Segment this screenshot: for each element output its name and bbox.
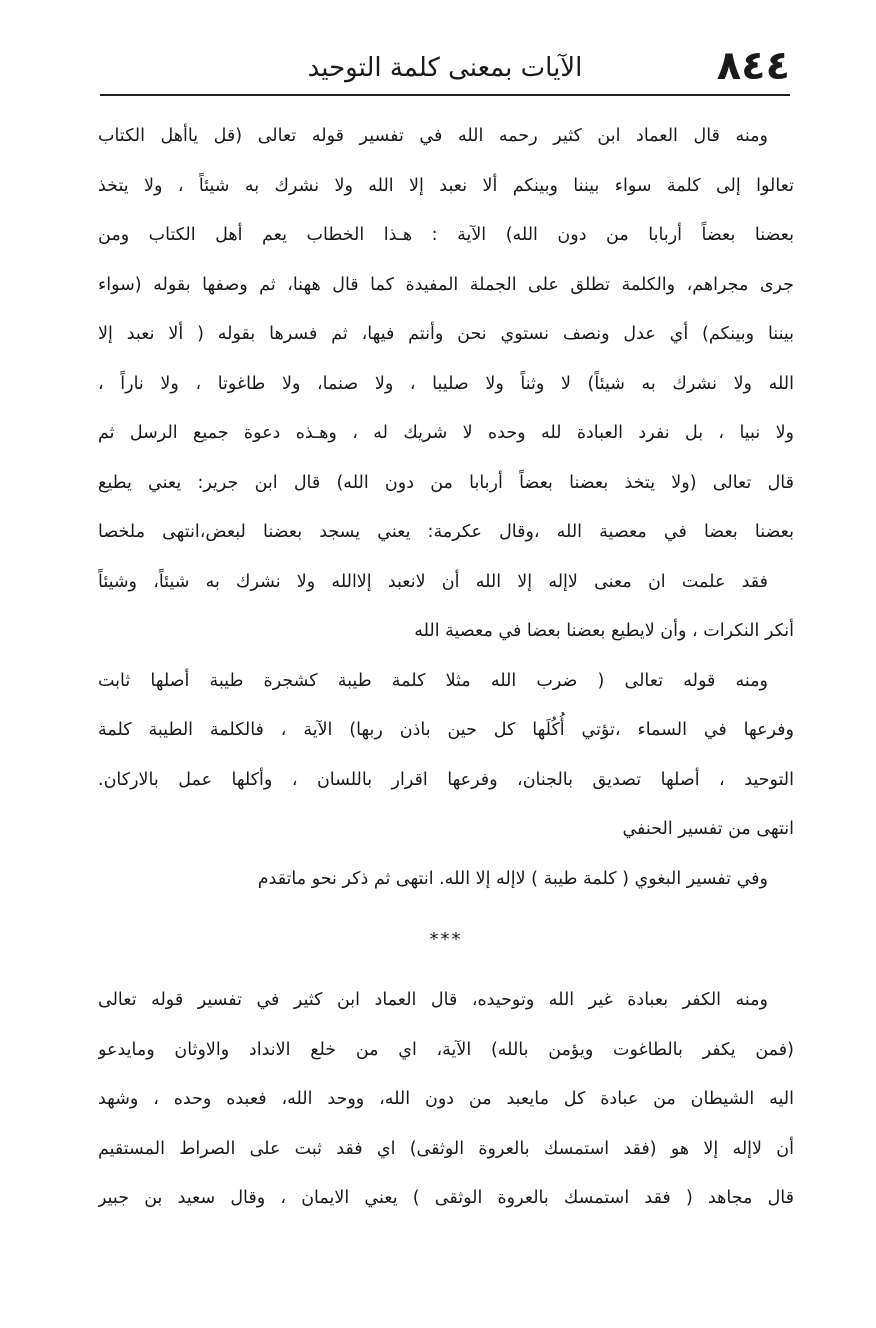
page-header [100, 38, 790, 94]
body-text [98, 112, 794, 1224]
text-line: (فمن يكفر بالطاغوت ويؤمن بالله) الآية، اي من خلع الانداد والاوثان ومايدعو [98, 1039, 794, 1060]
section-separator: *** [429, 929, 463, 950]
text-line: وفرعها في السماء ،تؤتي أُكُلَها كل حين باذن ربها) الآية ، فالكلمة الطيبة كلمة [98, 720, 794, 740]
paragraph-good-word [98, 657, 794, 855]
text-line: جرى مجراهم، والكلمة تطلق على الجملة المفيدة كما قال ههنا، ثم وصفها بقوله (سواء [98, 274, 794, 295]
text-line: قال تعالى (ولا يتخذ بعضنا بعضاً أربابا من دون الله) قال ابن جرير: يعني يطيع [98, 472, 794, 493]
paragraph-baghawi [98, 855, 794, 905]
text-line: التوحيد ، أصلها تصديق بالجنان، وفرعها اقرار باللسان ، وأكلها عمل بالاركان. [98, 769, 794, 790]
text-line: ومنه قوله تعالى ( ضرب الله مثلا كلمة طيبة كشجرة طيبة أصلها ثابت [98, 670, 768, 691]
text-line: ومنه قال العماد ابن كثير رحمه الله في تفسير قوله تعالى (قل ياأهل الكتاب [98, 126, 768, 146]
text-line: قال مجاهد ( فقد استمسك بالعروة الوثقى ) يعني الايمان ، وقال سعيد بن جبير [98, 1188, 794, 1208]
paragraph-meaning [98, 558, 794, 657]
text-line: انتهى من تفسير الحنفي [622, 819, 794, 839]
paragraph-ibn-kathir [98, 112, 794, 558]
text-line: أنكر النكرات ، وأن لايطيع بعضنا بعضا في معصية الله [414, 621, 794, 641]
text-line: أن لاإله إلا هو (فقد استمسك بالعروة الوثقى) اي فقد ثبت على الصراط المستقيم [98, 1138, 794, 1159]
text-line: بيننا وبينكم) أي عدل ونصف نستوي نحن وأنتم فيها، ثم فسرها بقوله ( ألا نعبد إلا [98, 324, 794, 344]
text-line: ولا نبيا ، بل نفرد العبادة لله وحده لا شريك له ، وهـذه دعوة جميع الرسل ثم [98, 423, 794, 443]
text-line: تعالوا إلى كلمة سواء بيننا وبينكم ألا نعبد إلا الله ولا نشرك به شيئاً ، ولا يتخذ [98, 175, 794, 196]
text-line: اليه الشيطان من عبادة كل مايعبد من دون الله، ووحد الله، فعبده وحده ، وشهد [98, 1089, 794, 1109]
text-line: الله ولا نشرك به شيئاً) لا وثناً ولا صليبا ، ولا صنما، ولا طاغوتا ، ولا ناراً ، [98, 373, 794, 394]
paragraph-disbelief-taghut [98, 976, 794, 1224]
header-divider [100, 94, 790, 96]
text-line: فقد علمت ان معنى لاإله إلا الله أن لانعبد إلاالله ولا نشرك به شيئاً، وشيئاً [98, 571, 768, 592]
page-number: ٨٤٤ [716, 43, 790, 89]
text-line: بعضنا بعضا في معصية الله ،وقال عكرمة: يعني يسجد بعضنا لبعض،انتهى ملخصا [98, 522, 794, 542]
text-line: بعضنا بعضاً أربابا من دون الله) الآية : هـذا الخطاب يعم أهل الكتاب ومن [98, 225, 794, 245]
running-title: الآيات بمعنى كلمة التوحيد [307, 53, 583, 83]
text-line: ومنه الكفر بعبادة غير الله وتوحيده، قال العماد ابن كثير في تفسير قوله تعالى [98, 990, 768, 1010]
text-line: وفي تفسير البغوي ( كلمة طيبة ) لاإله إلا الله. انتهى ثم ذكر نحو ماتقدم [257, 868, 768, 889]
